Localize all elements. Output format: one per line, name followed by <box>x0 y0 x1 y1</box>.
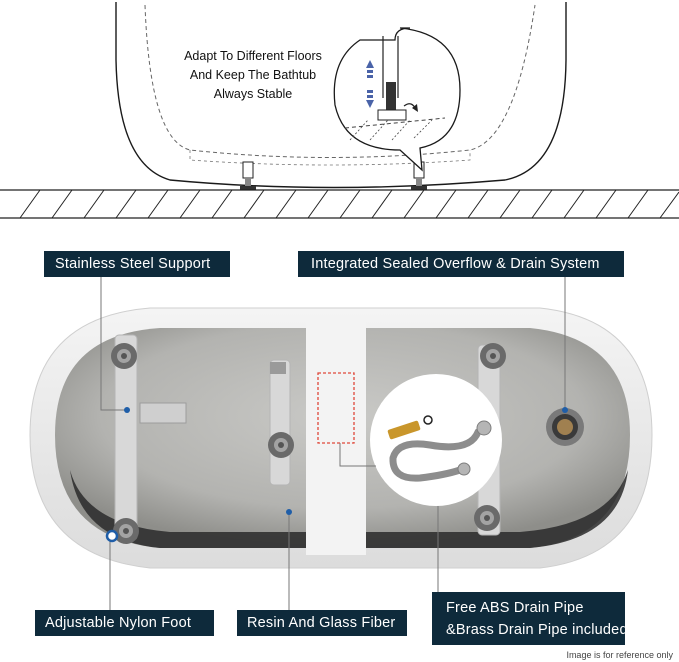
label-resin-fiber <box>237 610 407 636</box>
drain-highlight-box <box>318 373 354 443</box>
bracket <box>140 403 186 423</box>
brass-pipe-icon <box>387 420 421 439</box>
steel-support-rails <box>115 335 500 540</box>
callout-dots <box>124 407 568 515</box>
label-stainless-support <box>44 251 230 277</box>
floor-adapt-text <box>160 47 346 104</box>
callout-leader-lines <box>101 276 565 610</box>
label-abs-drain <box>432 592 628 645</box>
label-resin-fiber-text: Resin And Glass Fiber <box>247 615 396 631</box>
label-overflow-drain <box>298 251 624 277</box>
floor-adapt-line-1: Adapt To Different Floors <box>184 49 322 63</box>
drain-pipe-inset <box>370 374 502 506</box>
foot-pad-icons <box>111 343 506 544</box>
floor-adapt-line-3: Always Stable <box>213 87 293 101</box>
center-support-strip <box>306 315 366 555</box>
label-nylon-foot <box>35 610 214 636</box>
label-nylon-foot-text: Adjustable Nylon Foot <box>45 615 192 631</box>
label-abs-drain-line-2: &Brass Drain Pipe included <box>446 621 628 638</box>
abs-hose-icon <box>393 428 485 478</box>
nylon-foot-marker <box>107 531 117 541</box>
tub-rim <box>30 308 652 568</box>
fiber-body <box>55 328 630 548</box>
label-overflow-drain-text: Integrated Sealed Overflow & Drain System <box>311 256 600 272</box>
label-abs-drain-line-1: Free ABS Drain Pipe <box>446 599 584 616</box>
floor-adapt-line-2: And Keep The Bathtub <box>189 68 317 82</box>
label-stainless-support-text: Stainless Steel Support <box>55 256 211 272</box>
reference-footnote: Image is for reference only <box>566 650 673 660</box>
floor-hatch <box>0 190 679 218</box>
drain-outlet-icon <box>546 408 584 446</box>
bathtub-side-illustration <box>0 0 679 230</box>
